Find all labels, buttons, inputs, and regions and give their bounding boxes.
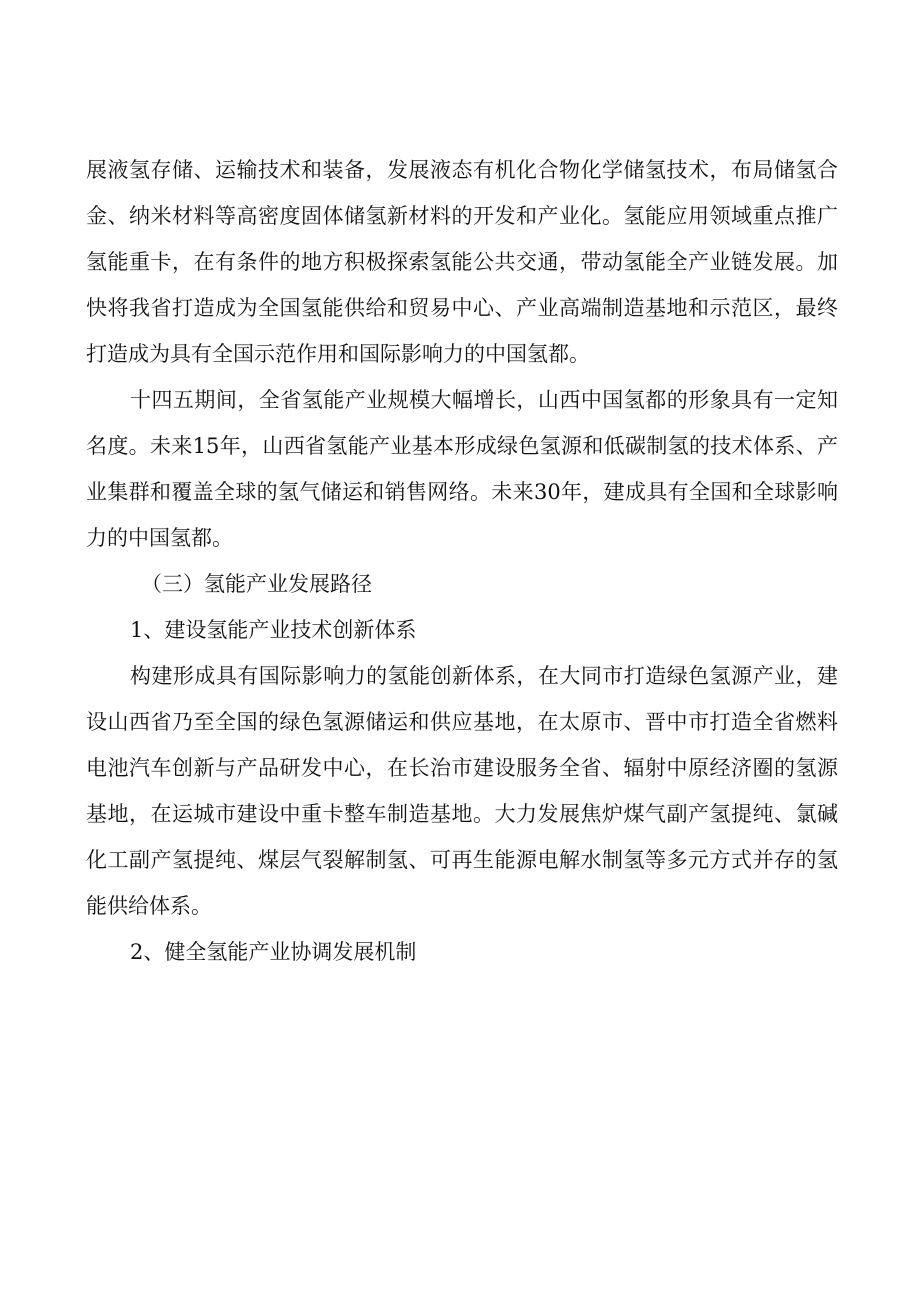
subsection-heading: 1、建设氢能产业技术创新体系 xyxy=(130,618,417,642)
body-paragraph: 十四五期间，全省氢能产业规模大幅增长，山西中国氢都的形象具有一定知名度。未来15年，山西省氢能产业基本形成绿色氢源和低碳制氢的技术体系、产业集群和覆盖全球的氢气储运和销售网络。未来30年，建成具有全国和全球影响力的中国氢都。 xyxy=(86,388,838,550)
section-heading: （三）氢能产业发展路径 xyxy=(141,572,372,596)
body-paragraph: 构建形成具有国际影响力的氢能创新体系，在大同市打造绿色氢源产业，建设山西省乃至全国的绿色氢源储运和供应基地，在太原市、晋中市打造全省燃料电池汽车创新与产品研发中心，在长治市建设服务全省、辐射中原经济圈的氢源基地，在运城市建设中重卡整车制造基地。大力发展焦炉煤气副产氢提纯、氯碱化工副产氢提纯、煤层气裂解制氢、可再生能源电解水制氢等多元方式并存的氢能供给体系。 xyxy=(86,664,838,918)
document-body xyxy=(86,147,838,975)
subsection-heading: 2、健全氢能产业协调发展机制 xyxy=(130,940,417,964)
body-paragraph: 展液氢存储、运输技术和装备，发展液态有机化合物化学储氢技术，布局储氢合金、纳米材料等高密度固体储氢新材料的开发和产业化。氢能应用领域重点推广氢能重卡，在有条件的地方积极探索氢能公共交通，带动氢能全产业链发展。加快将我省打造成为全国氢能供给和贸易中心、产业高端制造基地和示范区，最终打造成为具有全国示范作用和国际影响力的中国氢都。 xyxy=(86,158,838,366)
